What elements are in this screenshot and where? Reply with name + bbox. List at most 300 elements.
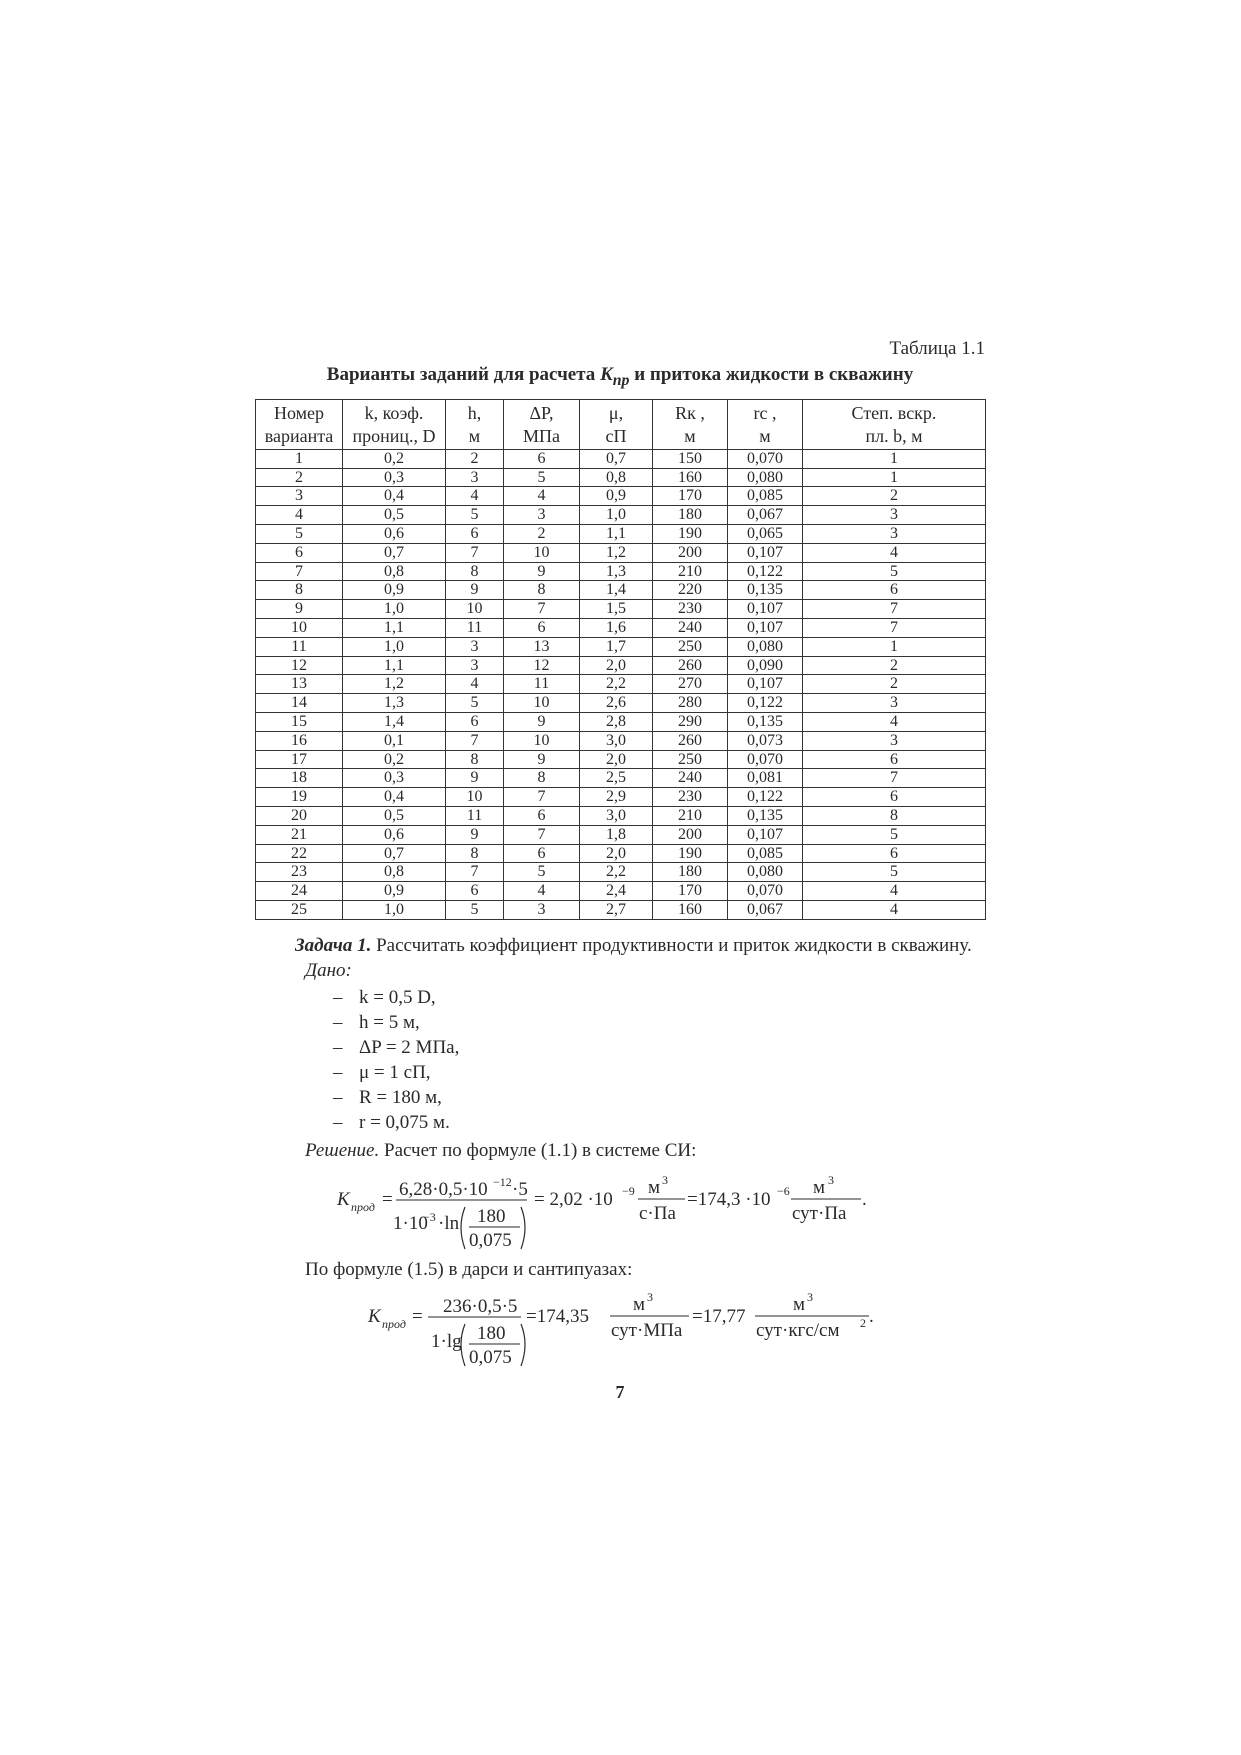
table-cell: 200 bbox=[653, 543, 728, 562]
table-cell: 11 bbox=[256, 637, 343, 656]
given-item-text: μ = 1 сП, bbox=[359, 1061, 431, 1083]
table-cell: 1,1 bbox=[343, 656, 446, 675]
table-cell: 4 bbox=[803, 543, 986, 562]
table-cell: 0,3 bbox=[343, 769, 446, 788]
table-cell: 5 bbox=[803, 863, 986, 882]
task-label: Задача 1. bbox=[295, 934, 372, 956]
table-cell: 0,135 bbox=[728, 581, 803, 600]
table-cell: 230 bbox=[653, 788, 728, 807]
table-cell: 6 bbox=[256, 543, 343, 562]
formula2-frac-top: 180 bbox=[477, 1322, 506, 1344]
table-row bbox=[256, 825, 986, 844]
table-cell: 3 bbox=[504, 506, 580, 525]
table-cell: 280 bbox=[653, 694, 728, 713]
table-cell: 0,135 bbox=[728, 712, 803, 731]
given-item-text: k = 0,5 D, bbox=[359, 986, 436, 1008]
table-cell: 250 bbox=[653, 750, 728, 769]
table-cell: 0,6 bbox=[343, 524, 446, 543]
table-cell: 5 bbox=[446, 694, 504, 713]
table-cell: 1,5 bbox=[580, 600, 653, 619]
column-header-line1: k, коэф. bbox=[364, 402, 424, 423]
table-cell: 7 bbox=[803, 769, 986, 788]
column-header-line2: прониц., D bbox=[352, 425, 436, 446]
table-cell: 9 bbox=[504, 712, 580, 731]
column-header-line1: h, bbox=[467, 402, 482, 423]
table-cell: 7 bbox=[446, 731, 504, 750]
table-cell: 220 bbox=[653, 581, 728, 600]
table-cell: 7 bbox=[504, 600, 580, 619]
table-cell: 6 bbox=[504, 449, 580, 468]
table-cell: 0,080 bbox=[728, 468, 803, 487]
given-item-text: h = 5 м, bbox=[359, 1011, 420, 1033]
table-cell: 8 bbox=[504, 769, 580, 788]
table-label: Таблица 1.1 bbox=[889, 338, 985, 359]
table-cell: 0,7 bbox=[343, 543, 446, 562]
page-number: 7 bbox=[615, 1381, 625, 1402]
table-cell: 8 bbox=[256, 581, 343, 600]
formula1-unit1-bottom: с·Па bbox=[639, 1202, 676, 1224]
column-header-line1: rс , bbox=[753, 402, 777, 423]
formula-darcy bbox=[255, 1282, 985, 1374]
table-row bbox=[256, 468, 986, 487]
table-cell: 2 bbox=[803, 487, 986, 506]
formula2-unit1-top-exp: 3 bbox=[647, 1289, 653, 1304]
table-cell: 4 bbox=[446, 487, 504, 506]
table-row bbox=[256, 449, 986, 468]
table-cell: 1 bbox=[803, 637, 986, 656]
column-header bbox=[653, 399, 728, 449]
table-cell: 3 bbox=[446, 468, 504, 487]
task-paragraph bbox=[255, 933, 985, 958]
given-item-text: r = 0,075 м. bbox=[359, 1111, 450, 1133]
table-cell: 0,122 bbox=[728, 694, 803, 713]
table-cell: 4 bbox=[803, 712, 986, 731]
table-cell: 210 bbox=[653, 806, 728, 825]
given-item bbox=[333, 985, 985, 1010]
table-cell: 7 bbox=[504, 825, 580, 844]
formula1-lhs: K bbox=[337, 1188, 350, 1210]
table-cell: 7 bbox=[256, 562, 343, 581]
table-cell: 0,9 bbox=[343, 882, 446, 901]
formula2-numerator: 236·0,5·5 bbox=[443, 1295, 518, 1317]
table-cell: 0,5 bbox=[343, 506, 446, 525]
table-cell: 6 bbox=[803, 788, 986, 807]
table-cell: 6 bbox=[803, 750, 986, 769]
table-cell: 23 bbox=[256, 863, 343, 882]
formula1-den-exp: −3 bbox=[423, 1209, 436, 1224]
column-header-line2: м bbox=[759, 425, 771, 446]
table-cell: 2,0 bbox=[580, 844, 653, 863]
given-list bbox=[255, 985, 985, 1135]
table-cell: 2,6 bbox=[580, 694, 653, 713]
table-cell: 12 bbox=[504, 656, 580, 675]
column-header bbox=[343, 399, 446, 449]
formula2-right-paren bbox=[521, 1324, 525, 1366]
table-cell: 19 bbox=[256, 788, 343, 807]
column-header-line2: пл. b, м bbox=[865, 425, 923, 446]
table-cell: 0,070 bbox=[728, 449, 803, 468]
table-cell: 2,0 bbox=[580, 750, 653, 769]
table-cell: 4 bbox=[803, 900, 986, 919]
table-cell: 14 bbox=[256, 694, 343, 713]
formula1-unit2-top: м bbox=[813, 1176, 826, 1198]
table-cell: 1,2 bbox=[580, 543, 653, 562]
column-header-line2: м bbox=[684, 425, 696, 446]
table-cell: 0,090 bbox=[728, 656, 803, 675]
table-cell: 250 bbox=[653, 637, 728, 656]
table-cell: 150 bbox=[653, 449, 728, 468]
table-cell: 0,7 bbox=[580, 449, 653, 468]
table-row bbox=[256, 750, 986, 769]
column-header-line1: Степ. вскр. bbox=[851, 402, 937, 423]
table-cell: 9 bbox=[446, 769, 504, 788]
table-cell: 2 bbox=[803, 656, 986, 675]
table-cell: 1,7 bbox=[580, 637, 653, 656]
table-cell: 8 bbox=[446, 562, 504, 581]
given-item bbox=[333, 1010, 985, 1035]
table-cell: 1,2 bbox=[343, 675, 446, 694]
table-cell: 2,7 bbox=[580, 900, 653, 919]
table-cell: 190 bbox=[653, 844, 728, 863]
table-cell: 170 bbox=[653, 882, 728, 901]
table-cell: 5 bbox=[803, 825, 986, 844]
table-cell: 3 bbox=[446, 656, 504, 675]
table-cell: 240 bbox=[653, 769, 728, 788]
table-row bbox=[256, 562, 986, 581]
formula1-result1-exp: −9 bbox=[622, 1183, 635, 1198]
column-header-line1: μ, bbox=[608, 402, 624, 423]
formula2-frac-bottom: 0,075 bbox=[469, 1346, 512, 1368]
table-cell: 5 bbox=[504, 863, 580, 882]
table-cell: 22 bbox=[256, 844, 343, 863]
given-item bbox=[333, 1035, 985, 1060]
table-cell: 160 bbox=[653, 468, 728, 487]
table-cell: 4 bbox=[504, 882, 580, 901]
table-cell: 1,4 bbox=[343, 712, 446, 731]
table-cell: 11 bbox=[446, 618, 504, 637]
table-cell: 0,8 bbox=[343, 863, 446, 882]
table-cell: 1 bbox=[803, 449, 986, 468]
table-cell: 1,8 bbox=[580, 825, 653, 844]
formula2-unit2-bottom: сут·кгс/см bbox=[756, 1319, 840, 1341]
table-cell: 1,6 bbox=[580, 618, 653, 637]
formula2-intro: По формуле (1.5) в дарси и сантипуазах: bbox=[305, 1258, 633, 1280]
table-cell: 1,1 bbox=[343, 618, 446, 637]
table-cell: 0,122 bbox=[728, 562, 803, 581]
table-cell: 0,070 bbox=[728, 882, 803, 901]
dash-marker: – bbox=[333, 1086, 343, 1108]
formula2-result2: =17,77 bbox=[692, 1305, 746, 1327]
table-cell: 1,1 bbox=[580, 524, 653, 543]
column-header-line1: Rк , bbox=[675, 402, 705, 423]
table-cell: 0,2 bbox=[343, 449, 446, 468]
table-cell: 0,8 bbox=[580, 468, 653, 487]
formula1-equals: = bbox=[382, 1188, 393, 1210]
table-cell: 0,3 bbox=[343, 468, 446, 487]
formula1-numerator-exp: −12 bbox=[493, 1174, 512, 1189]
table-row bbox=[256, 524, 986, 543]
column-header-line2: варианта bbox=[264, 425, 334, 446]
column-header bbox=[256, 399, 343, 449]
table-cell: 10 bbox=[256, 618, 343, 637]
table-body bbox=[256, 449, 986, 919]
table-cell: 6 bbox=[446, 882, 504, 901]
column-header bbox=[580, 399, 653, 449]
table-row bbox=[256, 788, 986, 807]
table-cell: 4 bbox=[446, 675, 504, 694]
formula-si-svg bbox=[255, 1163, 985, 1253]
table-cell: 10 bbox=[504, 731, 580, 750]
table-cell: 11 bbox=[504, 675, 580, 694]
table-cell: 4 bbox=[803, 882, 986, 901]
table-cell: 240 bbox=[653, 618, 728, 637]
dash-marker: – bbox=[333, 1061, 343, 1083]
table-cell: 6 bbox=[504, 844, 580, 863]
dash-marker: – bbox=[333, 1036, 343, 1058]
table-cell: 13 bbox=[256, 675, 343, 694]
table-cell: 3,0 bbox=[580, 806, 653, 825]
table-cell: 0,9 bbox=[580, 487, 653, 506]
table-cell: 0,8 bbox=[343, 562, 446, 581]
given-item-text: ΔP = 2 МПа, bbox=[359, 1036, 460, 1058]
table-cell: 7 bbox=[446, 863, 504, 882]
table-cell: 10 bbox=[504, 543, 580, 562]
formula1-den-prefix: 1·10 bbox=[393, 1212, 428, 1234]
formula1-unit1-top: м bbox=[648, 1176, 661, 1198]
given-label: Дано: bbox=[305, 959, 352, 981]
table-cell: 0,067 bbox=[728, 900, 803, 919]
table-cell: 0,1 bbox=[343, 731, 446, 750]
table-cell: 270 bbox=[653, 675, 728, 694]
table-row bbox=[256, 581, 986, 600]
table-cell: 5 bbox=[446, 900, 504, 919]
dash-marker: – bbox=[333, 1011, 343, 1033]
table-cell: 8 bbox=[803, 806, 986, 825]
table-row bbox=[256, 863, 986, 882]
table-cell: 0,2 bbox=[343, 750, 446, 769]
task-text: Рассчитать коэффициент продуктивности и приток жидкости в скважину. bbox=[371, 934, 972, 956]
table-cell: 9 bbox=[504, 562, 580, 581]
solution-label: Решение. bbox=[305, 1139, 380, 1161]
table-cell: 1,3 bbox=[343, 694, 446, 713]
formula1-lhs-sub: прод bbox=[351, 1199, 375, 1214]
formula1-left-paren bbox=[461, 1207, 465, 1249]
table-row bbox=[256, 844, 986, 863]
table-cell: 9 bbox=[256, 600, 343, 619]
table-row bbox=[256, 731, 986, 750]
formula1-unit2-bottom: сут·Па bbox=[792, 1202, 847, 1224]
table-cell: 3,0 bbox=[580, 731, 653, 750]
table-cell: 24 bbox=[256, 882, 343, 901]
column-header bbox=[728, 399, 803, 449]
table-row bbox=[256, 600, 986, 619]
formula2-lhs-sub: прод bbox=[382, 1316, 406, 1331]
table-cell: 0,7 bbox=[343, 844, 446, 863]
table-cell: 200 bbox=[653, 825, 728, 844]
page-content bbox=[255, 337, 985, 1403]
column-header bbox=[446, 399, 504, 449]
table-cell: 0,073 bbox=[728, 731, 803, 750]
table-cell: 0,085 bbox=[728, 487, 803, 506]
table-cell: 9 bbox=[446, 825, 504, 844]
table-cell: 0,6 bbox=[343, 825, 446, 844]
table-cell: 10 bbox=[504, 694, 580, 713]
table-cell: 0,4 bbox=[343, 788, 446, 807]
table-cell: 1,0 bbox=[343, 637, 446, 656]
column-header-line1: Номер bbox=[273, 402, 325, 423]
table-title-k-sub: пр bbox=[612, 371, 630, 389]
table-title-text-end: и притока жидкости в скважину bbox=[629, 364, 914, 385]
table-header bbox=[256, 399, 986, 449]
table-cell: 190 bbox=[653, 524, 728, 543]
variants-table bbox=[255, 399, 986, 920]
table-cell: 0,107 bbox=[728, 618, 803, 637]
table-cell: 0,067 bbox=[728, 506, 803, 525]
table-row bbox=[256, 506, 986, 525]
table-cell: 0,107 bbox=[728, 543, 803, 562]
formula1-numerator: 6,28·0,5·10 bbox=[399, 1178, 488, 1200]
table-cell: 21 bbox=[256, 825, 343, 844]
given-item bbox=[333, 1085, 985, 1110]
table-cell: 0,070 bbox=[728, 750, 803, 769]
table-cell: 2 bbox=[256, 468, 343, 487]
table-cell: 170 bbox=[653, 487, 728, 506]
table-cell: 6 bbox=[504, 806, 580, 825]
table-title bbox=[255, 363, 985, 393]
table-cell: 3 bbox=[803, 506, 986, 525]
solution-text: Расчет по формуле (1.1) в системе СИ: bbox=[379, 1139, 697, 1161]
table-row bbox=[256, 637, 986, 656]
table-cell: 6 bbox=[803, 844, 986, 863]
table-cell: 5 bbox=[256, 524, 343, 543]
formula1-unit2-top-exp: 3 bbox=[828, 1172, 834, 1187]
table-row bbox=[256, 769, 986, 788]
table-cell: 4 bbox=[256, 506, 343, 525]
formula1-den-ln: ·ln bbox=[438, 1212, 460, 1234]
table-cell: 0,080 bbox=[728, 637, 803, 656]
formula-si bbox=[255, 1163, 985, 1253]
table-cell: 3 bbox=[803, 731, 986, 750]
table-row bbox=[256, 675, 986, 694]
table-cell: 8 bbox=[446, 844, 504, 863]
table-row bbox=[256, 694, 986, 713]
table-cell: 2,5 bbox=[580, 769, 653, 788]
formula2-den-prefix: 1·lg bbox=[431, 1330, 462, 1352]
formula2-unit1-top: м bbox=[633, 1293, 646, 1315]
table-cell: 5 bbox=[446, 506, 504, 525]
given-item-text: R = 180 м, bbox=[359, 1086, 442, 1108]
table-cell: 2 bbox=[803, 675, 986, 694]
table-cell: 1,4 bbox=[580, 581, 653, 600]
table-cell: 180 bbox=[653, 506, 728, 525]
formula1-right-paren bbox=[521, 1207, 525, 1249]
table-cell: 260 bbox=[653, 731, 728, 750]
table-cell: 11 bbox=[446, 806, 504, 825]
formula1-result1: = 2,02 ·10 bbox=[534, 1188, 613, 1210]
table-title-k: K bbox=[600, 364, 613, 385]
table-row bbox=[256, 900, 986, 919]
table-row bbox=[256, 882, 986, 901]
table-cell: 16 bbox=[256, 731, 343, 750]
table-cell: 0,080 bbox=[728, 863, 803, 882]
formula1-unit1-top-exp: 3 bbox=[662, 1172, 668, 1187]
table-cell: 2,0 bbox=[580, 656, 653, 675]
formula1-frac-bottom: 0,075 bbox=[469, 1229, 512, 1251]
table-cell: 15 bbox=[256, 712, 343, 731]
table-cell: 0,107 bbox=[728, 600, 803, 619]
table-cell: 6 bbox=[446, 524, 504, 543]
table-cell: 2,2 bbox=[580, 675, 653, 694]
formula2-unit1-bottom: сут·МПа bbox=[611, 1319, 683, 1341]
table-cell: 6 bbox=[504, 618, 580, 637]
table-cell: 4 bbox=[504, 487, 580, 506]
table-cell: 3 bbox=[256, 487, 343, 506]
table-cell: 3 bbox=[446, 637, 504, 656]
table-cell: 230 bbox=[653, 600, 728, 619]
table-cell: 20 bbox=[256, 806, 343, 825]
given-item bbox=[333, 1060, 985, 1085]
table-cell: 3 bbox=[803, 524, 986, 543]
column-header bbox=[504, 399, 580, 449]
table-cell: 2 bbox=[504, 524, 580, 543]
table-cell: 3 bbox=[504, 900, 580, 919]
table-cell: 12 bbox=[256, 656, 343, 675]
table-cell: 2,4 bbox=[580, 882, 653, 901]
table-row bbox=[256, 806, 986, 825]
table-cell: 17 bbox=[256, 750, 343, 769]
table-cell: 18 bbox=[256, 769, 343, 788]
table-cell: 1,3 bbox=[580, 562, 653, 581]
table-cell: 0,085 bbox=[728, 844, 803, 863]
table-cell: 0,081 bbox=[728, 769, 803, 788]
formula2-lhs: K bbox=[368, 1305, 381, 1327]
table-cell: 9 bbox=[504, 750, 580, 769]
table-cell: 210 bbox=[653, 562, 728, 581]
table-cell: 0,107 bbox=[728, 825, 803, 844]
table-row bbox=[256, 487, 986, 506]
table-cell: 260 bbox=[653, 656, 728, 675]
table-cell: 1 bbox=[803, 468, 986, 487]
table-cell: 5 bbox=[504, 468, 580, 487]
formula2-unit2-top-exp: 3 bbox=[807, 1289, 813, 1304]
dash-marker: – bbox=[333, 1111, 343, 1133]
table-cell: 7 bbox=[803, 618, 986, 637]
table-row bbox=[256, 543, 986, 562]
formula1-end: . bbox=[862, 1188, 867, 1210]
table-cell: 0,4 bbox=[343, 487, 446, 506]
table-cell: 13 bbox=[504, 637, 580, 656]
column-header-line2: сП bbox=[605, 425, 627, 446]
given-item bbox=[333, 1110, 985, 1135]
formula2-equals: = bbox=[412, 1305, 423, 1327]
table-cell: 1,0 bbox=[580, 506, 653, 525]
column-header bbox=[803, 399, 986, 449]
table-cell: 7 bbox=[446, 543, 504, 562]
table-cell: 25 bbox=[256, 900, 343, 919]
table-cell: 3 bbox=[803, 694, 986, 713]
table-cell: 290 bbox=[653, 712, 728, 731]
table-row bbox=[256, 656, 986, 675]
table-cell: 0,5 bbox=[343, 806, 446, 825]
formula2-unit2-bottom-exp: 2 bbox=[860, 1315, 866, 1330]
table-cell: 0,065 bbox=[728, 524, 803, 543]
table-cell: 0,122 bbox=[728, 788, 803, 807]
table-cell: 9 bbox=[446, 581, 504, 600]
formula1-result2-exp: −6 bbox=[777, 1183, 790, 1198]
column-header-line1: ΔP, bbox=[529, 402, 554, 423]
formula-darcy-svg bbox=[255, 1282, 985, 1374]
formula1-numerator-tail: ·5 bbox=[512, 1178, 528, 1200]
